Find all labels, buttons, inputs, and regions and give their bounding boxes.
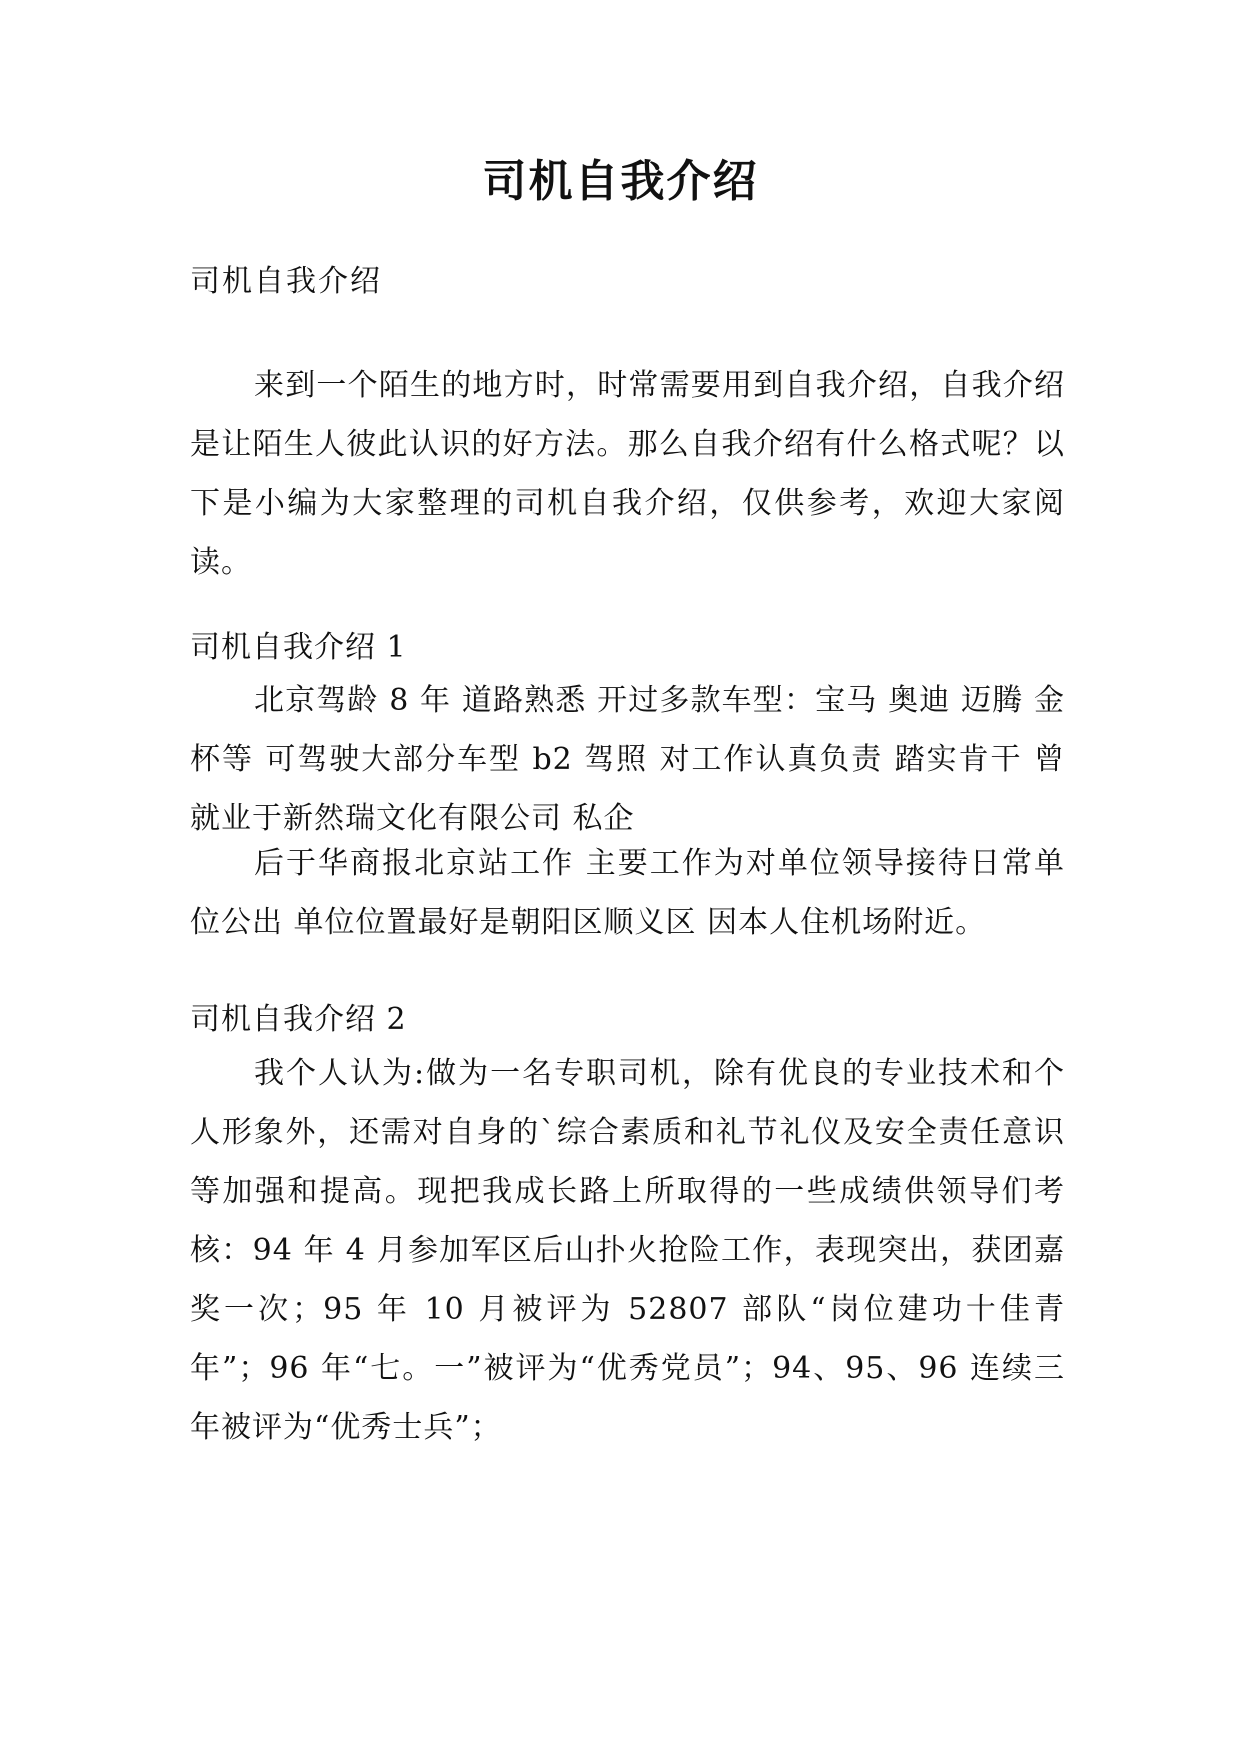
section-1-heading: 司机自我介绍 1 <box>190 630 407 665</box>
section-1-paragraph-1: 北京驾龄 8 年 道路熟悉 开过多款车型：宝马 奥迪 迈腾 金杯等 可驾驶大部分车型 b2 驾照 对工作认真负责 踏实肯干 曾就业于新然瑞文化有限公司 私企 <box>190 683 1065 836</box>
intro-paragraph: 来到一个陌生的地方时，时常需要用到自我介绍，自我介绍是让陌生人彼此认识的好方法。那么自我介绍有什么格式呢？以下是小编为大家整理的司机自我介绍，仅供参考，欢迎大家阅读。 <box>190 368 1065 580</box>
document-title: 司机自我介绍 <box>482 156 759 207</box>
section-1-paragraph-2: 后于华商报北京站工作 主要工作为对单位领导接待日常单位公出 单位位置最好是朝阳区顺义区 因本人住机场附近。 <box>190 846 1065 940</box>
section-2-heading: 司机自我介绍 2 <box>190 1002 407 1037</box>
document-subtitle: 司机自我介绍 <box>190 264 382 299</box>
section-2-paragraph-1: 我个人认为:做为一名专职司机，除有优良的专业技术和个人形象外，还需对自身的`综合素质和礼节礼仪及安全责任意识等加强和提高。现把我成长路上所取得的一些成绩供领导们考核：94 年 4 月参加军区后山扑火抢险工作，表现突出，获团嘉奖一次；95 年 10 月被评为 52807 部队“岗位建功十佳青年”；96 年“七。一”被评为“优秀党员”；94、95、96 连续三年被评为“优秀士兵”； <box>190 1056 1065 1445</box>
